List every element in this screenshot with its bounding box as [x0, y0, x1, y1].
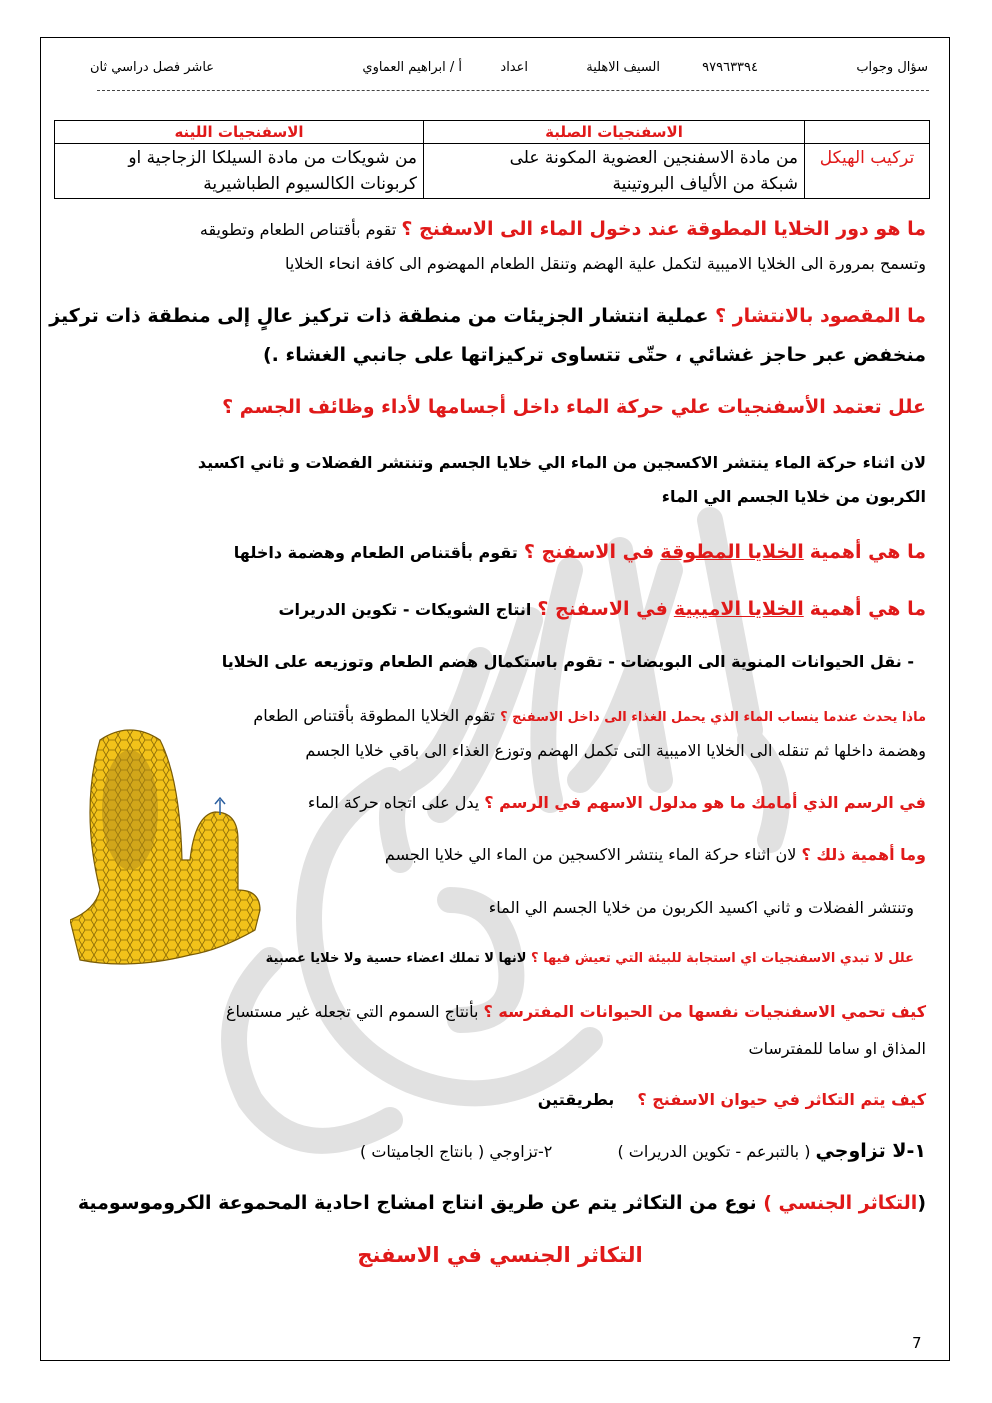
cell-line: من شويكات من مادة السيلكا الزجاجية او	[128, 148, 417, 168]
question-text: علل تعتمد الأسفنجيات علي حركة الماء داخل أجسامها لأداء وظائف الجسم ؟	[222, 396, 926, 418]
qa-amoeboid-cells-importance	[74, 598, 926, 620]
header-school: السيف الاهلية	[586, 60, 660, 75]
header-soft-sponges: الاسفنجيات اللينه	[55, 121, 424, 144]
header-prepared: اعداد	[500, 60, 528, 75]
question-text: كيف يتم التكاثر في حيوان الاسفنج ؟	[637, 1090, 926, 1109]
header-solid-sponges: الاسفنجيات الصلبة	[424, 121, 805, 144]
section-heading: التكاثر الجنسي في الاسفنج	[357, 1243, 643, 1267]
question-text: ما المقصود بالانتشار ؟	[715, 305, 926, 327]
answer-line: الكربون من خلايا الجسم الي الماء	[661, 487, 926, 506]
qa-collared-cells-importance	[74, 541, 926, 563]
qa-reproduction	[74, 1090, 926, 1109]
header-phone: ٩٧٩٦٣٣٩٤	[702, 60, 758, 75]
cell-line: شبكة من الألياف البروتينية	[612, 174, 798, 194]
sexual-reproduction-definition	[74, 1192, 926, 1214]
header-divider	[97, 90, 929, 91]
cell-line: من مادة الاسفنجين العضوية المكونة على	[509, 148, 798, 168]
question-prefix: ما هي أهمية	[809, 541, 926, 563]
answer-text: تقوم بأقتناص الطعام وهضمة داخلها	[233, 543, 518, 562]
question-text: كيف تحمي الاسفنجيات نفسها من الحيوانات المفترسه ؟	[483, 1002, 926, 1021]
answer-text: لان اثناء حركة الماء ينتشر الاكسجين من الماء الي خلايا الجسم	[384, 845, 797, 864]
qa-collared-cells-role	[74, 218, 926, 240]
answer-line: لان اثناء حركة الماء ينتشر الاكسجين من الماء الي خلايا الجسم وتنتشر الفضلات و ثاني اكسيد	[197, 453, 926, 472]
answer-text: بطريقتين	[537, 1090, 615, 1109]
answer-text: تقوم الخلايا المطوقة بأقتناص الطعام	[253, 706, 495, 725]
answer-line: منخفض عبر حاجز غشائي ، حتّى تتساوى تركيزاتها على جانبي الغشاء .)	[263, 344, 926, 366]
page-header	[90, 60, 928, 84]
answer-line: وتنتشر الفضلات و ثاني اكسيد الكربون من خلايا الجسم الي الماء	[488, 898, 914, 917]
answer-text: تقوم بأقتناص الطعام وتطويقه	[199, 220, 397, 239]
asexual-text: ( بالتبرعم - تكوين الدريرات )	[617, 1142, 811, 1161]
answer-text: يدل على اتجاه حركة الماء	[307, 793, 480, 812]
answer-line: وهضمة داخلها ثم تنقله الى الخلايا الاميبية التى تكمل الهضم وتوزع الغذاء الى باقي خلايا الجسم	[305, 741, 926, 760]
question-term: الخلايا المطوقة	[660, 541, 804, 563]
cell-soft-skeleton	[55, 144, 424, 199]
qa-arrows-importance	[74, 845, 926, 864]
question-prefix: ما هي أهمية	[809, 598, 926, 620]
table-corner-cell	[805, 121, 930, 144]
qa-diffusion-definition	[49, 305, 926, 327]
definition-term: التكاثر الجنسي )	[763, 1192, 918, 1214]
question-text: في الرسم الذي أمامك ما هو مدلول الاسهم في الرسم ؟	[484, 793, 926, 812]
qa-arrows-meaning	[74, 793, 926, 812]
reproduction-types	[74, 1140, 926, 1162]
answer-text: لانها لا تملك اعضاء حسية ولا خلايا عصبية	[265, 951, 527, 966]
row-label-skeleton: تركيب الهيكل	[805, 144, 930, 199]
asexual-label: ١-لا تزاوجي	[815, 1140, 926, 1162]
table-header-row	[55, 121, 930, 144]
header-grade: عاشر فصل دراسي ثان	[90, 60, 215, 75]
question-text: ما هو دور الخلايا المطوقة عند دخول الماء الى الاسفنج ؟	[401, 218, 926, 240]
page-number: 7	[912, 1334, 922, 1352]
answer-line: المذاق او ساما للمفترسات	[748, 1039, 926, 1058]
answer-text: انتاج الشويكات - تكوين الدريرات	[278, 600, 532, 619]
table-row	[55, 144, 930, 199]
answer-text: عملية انتشار الجزيئات من منطقة ذات تركيز عالٍ إلى منطقة ذات تركيز	[49, 305, 709, 327]
definition-open: (	[917, 1192, 926, 1214]
header-teacher: أ / ابراهيم العماوي	[362, 60, 462, 75]
question-text: وما أهمية ذلك ؟	[801, 845, 926, 864]
skeleton-comparison-table	[54, 120, 930, 199]
qa-defense	[74, 1002, 926, 1021]
cell-line: كربونات الكالسيوم الطباشيرية	[203, 174, 417, 194]
question-text: ماذا يحدث عندما ينساب الماء الذي يحمل الغذاء الى داخل الاسفنج ؟	[500, 710, 926, 725]
question-term: الخلايا الاميبية	[673, 598, 804, 620]
question-suffix: في الاسفنج ؟	[537, 598, 668, 620]
header-title: سؤال وجواب	[856, 60, 928, 75]
question-suffix: في الاسفنج ؟	[523, 541, 655, 563]
sexual-text: ٢-تزاوجي ( بانتاج الجاميتات )	[359, 1142, 553, 1161]
definition-text: نوع من التكاثر يتم عن طريق انتاج امشاج احادية المحموعة الكروموسومية	[77, 1192, 757, 1214]
answer-line: وتسمح بمرورة الى الخلايا الاميبية لتكمل علية الهضم وتنقل الطعام المهضوم الى كافة انحاء الخلايا	[284, 254, 926, 273]
cell-solid-skeleton	[424, 144, 805, 199]
answer-line: - نقل الحيوانات المنوية الى البويضات - تقوم باستكمال هضم الطعام وتوزيعه على الخلايا	[221, 652, 914, 671]
answer-text: بأنتاج السموم التي تجعله غير مستساغ	[225, 1002, 479, 1021]
question-text: علل لا تبدي الاسفنجيات اي استجابة للبيئة التي تعيش فيها ؟	[531, 951, 914, 966]
qa-no-response	[74, 951, 914, 966]
